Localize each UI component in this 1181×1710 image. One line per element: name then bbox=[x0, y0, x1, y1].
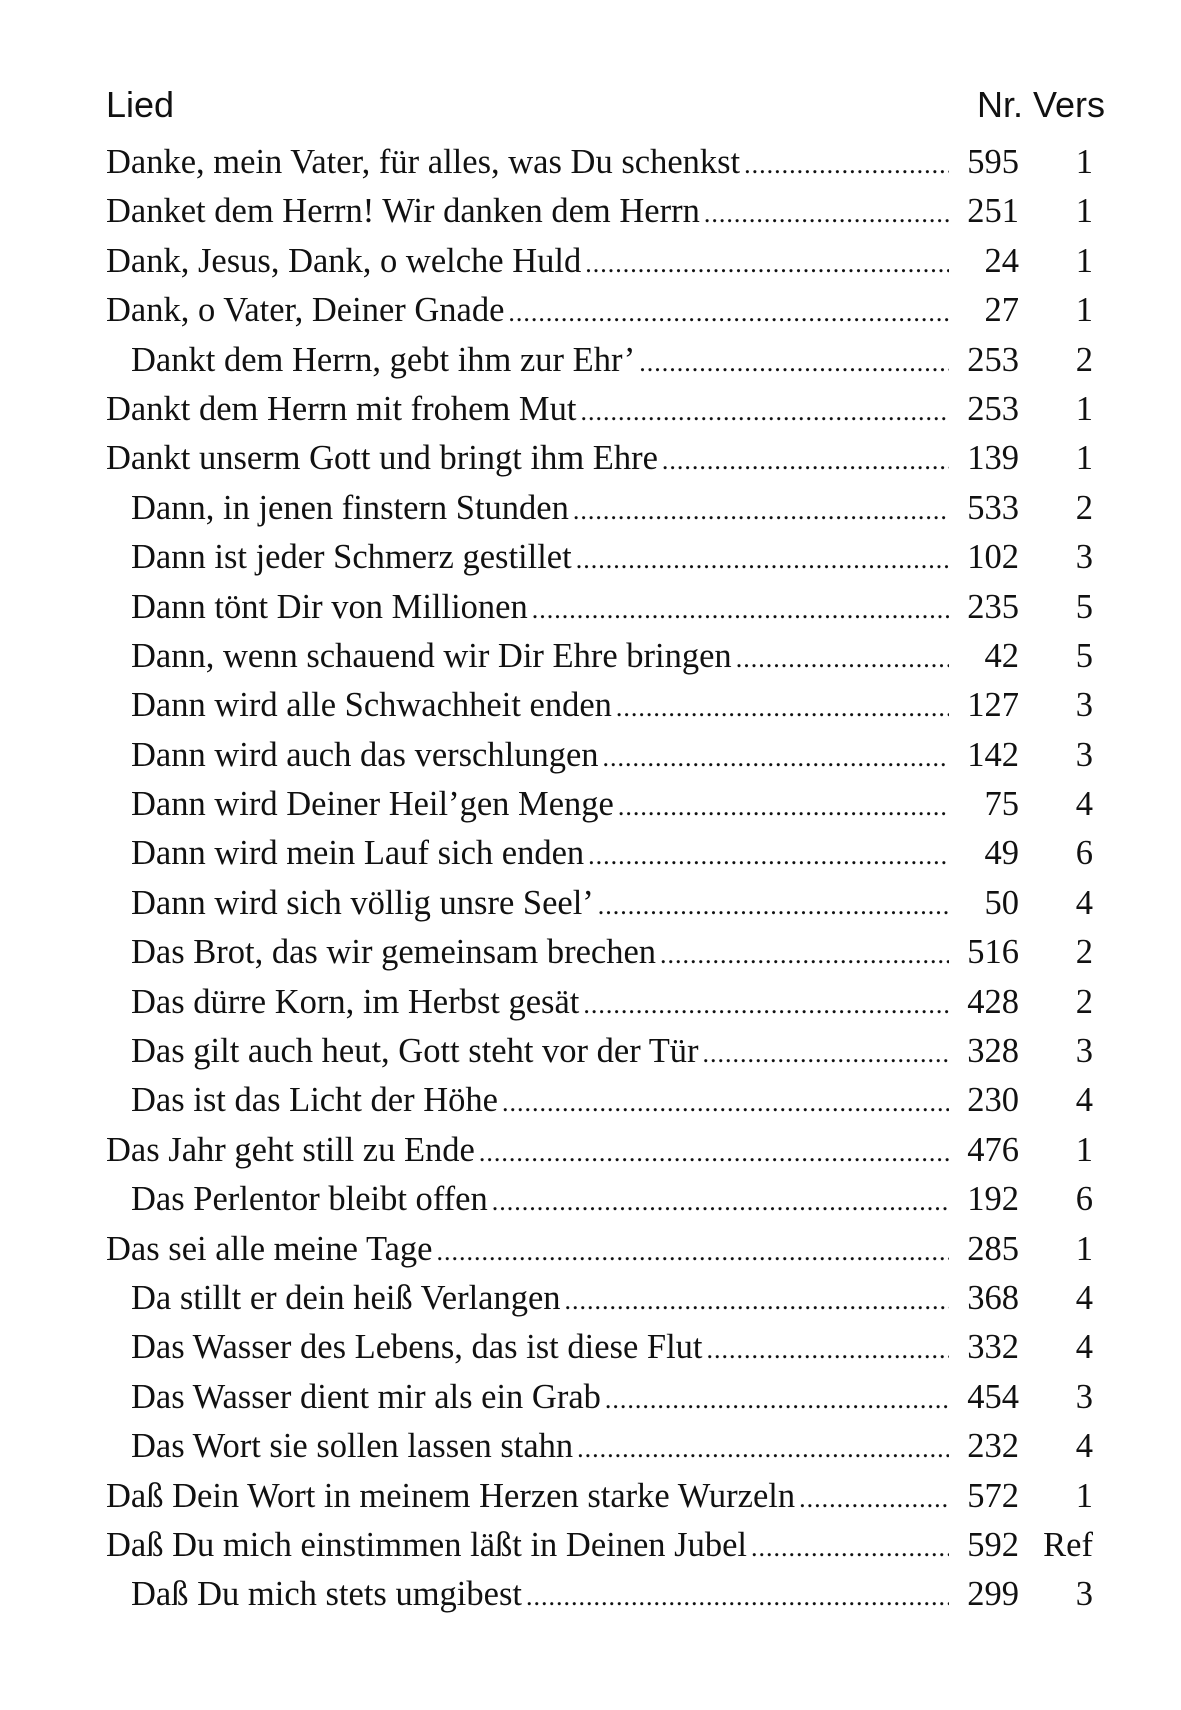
entry-verse: 2 bbox=[1075, 340, 1093, 379]
entry-title-line bbox=[131, 1180, 949, 1229]
dot-leader bbox=[588, 841, 949, 871]
entry-title-line bbox=[106, 242, 949, 291]
entry-verse: 2 bbox=[1075, 933, 1093, 972]
list-item bbox=[0, 1279, 1181, 1328]
entry-number: 49 bbox=[984, 834, 1019, 873]
entry-title-line bbox=[131, 588, 949, 637]
entry-verse: 3 bbox=[1075, 686, 1093, 725]
entry-title: Daß Du mich einstimmen läßt in Deinen Jubel bbox=[106, 1525, 747, 1564]
dot-leader bbox=[502, 1088, 949, 1118]
dot-leader bbox=[799, 1484, 949, 1514]
dot-leader bbox=[598, 891, 949, 921]
entry-verse: 4 bbox=[1075, 1081, 1093, 1120]
entry-verse: Ref bbox=[1043, 1525, 1093, 1564]
entry-number: 27 bbox=[984, 291, 1019, 330]
entry-title: Dann wird mein Lauf sich enden bbox=[131, 834, 585, 873]
entry-number: 368 bbox=[967, 1278, 1019, 1317]
list-item bbox=[0, 538, 1181, 587]
entry-verse: 3 bbox=[1075, 1032, 1093, 1071]
list-item bbox=[0, 1575, 1181, 1624]
entry-number: 127 bbox=[967, 686, 1019, 725]
entry-title-line bbox=[131, 1427, 949, 1476]
entry-verse: 1 bbox=[1075, 439, 1093, 478]
entry-verse: 1 bbox=[1075, 1476, 1093, 1515]
entry-title-line bbox=[131, 1575, 949, 1624]
entry-verse: 4 bbox=[1075, 785, 1093, 824]
entry-verse: 1 bbox=[1075, 192, 1093, 231]
entry-title: Dann wird sich völlig unsre Seel’ bbox=[131, 883, 594, 922]
entry-verse: 4 bbox=[1075, 1328, 1093, 1367]
entry-number: 328 bbox=[967, 1032, 1019, 1071]
entry-title-line bbox=[106, 1477, 949, 1526]
entry-verse: 1 bbox=[1075, 1130, 1093, 1169]
header-lied: Lied bbox=[106, 84, 175, 125]
list-item bbox=[0, 242, 1181, 291]
column-header bbox=[106, 84, 1105, 134]
entry-number: 192 bbox=[967, 1180, 1019, 1219]
entry-title: Da stillt er dein heiß Verlangen bbox=[131, 1278, 561, 1317]
entry-number: 454 bbox=[967, 1377, 1019, 1416]
list-item bbox=[0, 983, 1181, 1032]
dot-leader bbox=[703, 1039, 949, 1069]
entry-verse: 3 bbox=[1075, 1575, 1093, 1614]
entry-title-line bbox=[106, 439, 949, 488]
entry-title: Das gilt auch heut, Gott steht vor der Tür bbox=[131, 1032, 699, 1071]
entry-verse: 2 bbox=[1075, 982, 1093, 1021]
entry-verse: 3 bbox=[1075, 735, 1093, 774]
entry-verse: 1 bbox=[1075, 1229, 1093, 1268]
list-item bbox=[0, 1032, 1181, 1081]
dot-leader bbox=[744, 150, 949, 180]
entry-number: 253 bbox=[967, 340, 1019, 379]
dot-leader bbox=[616, 693, 949, 723]
entry-title-line bbox=[131, 686, 949, 735]
dot-leader bbox=[736, 644, 949, 674]
song-index-list bbox=[0, 143, 1181, 1625]
entry-verse: 1 bbox=[1075, 291, 1093, 330]
entry-title: Dankt unserm Gott und bringt ihm Ehre bbox=[106, 439, 658, 478]
entry-title-line bbox=[131, 489, 949, 538]
entry-title: Dank, Jesus, Dank, o welche Huld bbox=[106, 241, 582, 280]
entry-title-line bbox=[106, 1526, 949, 1575]
list-item bbox=[0, 736, 1181, 785]
entry-title-line bbox=[131, 834, 949, 883]
entry-title-line bbox=[131, 884, 949, 933]
entry-title-line bbox=[131, 341, 949, 390]
entry-title: Dann, wenn schauend wir Dir Ehre bringen bbox=[131, 636, 732, 675]
list-item bbox=[0, 291, 1181, 340]
entry-title: Dank, o Vater, Deiner Gnade bbox=[106, 291, 505, 330]
entry-title: Das Brot, das wir gemeinsam brechen bbox=[131, 933, 657, 972]
entry-title-line bbox=[131, 983, 949, 1032]
entry-title: Das Wasser dient mir als ein Grab bbox=[131, 1377, 601, 1416]
entry-title-line bbox=[131, 1032, 949, 1081]
list-item bbox=[0, 834, 1181, 883]
entry-number: 476 bbox=[967, 1130, 1019, 1169]
entry-number: 24 bbox=[984, 241, 1019, 280]
dot-leader bbox=[583, 990, 949, 1020]
entry-title: Dann tönt Dir von Millionen bbox=[131, 587, 528, 626]
list-item bbox=[0, 588, 1181, 637]
entry-title-line bbox=[131, 1378, 949, 1427]
entry-title: Danke, mein Vater, für alles, was Du schenkst bbox=[106, 143, 741, 181]
entry-title: Dann wird Deiner Heil’gen Menge bbox=[131, 785, 614, 824]
entry-number: 592 bbox=[967, 1525, 1019, 1564]
entry-verse: 4 bbox=[1075, 883, 1093, 922]
list-item bbox=[0, 390, 1181, 439]
entry-title: Daß Dein Wort in meinem Herzen starke Wurzeln bbox=[106, 1476, 796, 1515]
dot-leader bbox=[618, 792, 949, 822]
list-item bbox=[0, 637, 1181, 686]
entry-number: 75 bbox=[984, 785, 1019, 824]
entry-title: Daß Du mich stets umgibest bbox=[131, 1575, 522, 1614]
dot-leader bbox=[479, 1138, 949, 1168]
entry-title: Das sei alle meine Tage bbox=[106, 1229, 433, 1268]
entry-number: 299 bbox=[967, 1575, 1019, 1614]
entry-title-line bbox=[106, 1230, 949, 1279]
list-item bbox=[0, 439, 1181, 488]
dot-leader bbox=[580, 397, 949, 427]
dot-leader bbox=[492, 1187, 949, 1217]
list-item bbox=[0, 1477, 1181, 1526]
entry-title-line bbox=[131, 1328, 949, 1377]
entry-title: Das dürre Korn, im Herbst gesät bbox=[131, 982, 580, 1021]
dot-leader bbox=[704, 199, 949, 229]
entry-title: Dann ist jeder Schmerz gestillet bbox=[131, 538, 572, 577]
entry-number: 142 bbox=[967, 735, 1019, 774]
entry-title: Das Wort sie sollen lassen stahn bbox=[131, 1427, 574, 1466]
entry-title: Dann, in jenen finstern Stunden bbox=[131, 488, 569, 527]
list-item bbox=[0, 1328, 1181, 1377]
list-item bbox=[0, 1081, 1181, 1130]
entry-verse: 1 bbox=[1075, 389, 1093, 428]
entry-number: 285 bbox=[967, 1229, 1019, 1268]
entry-number: 139 bbox=[967, 439, 1019, 478]
entry-number: 42 bbox=[984, 636, 1019, 675]
header-nr-vers: Nr. Vers bbox=[976, 84, 1105, 125]
dot-leader bbox=[707, 1335, 950, 1365]
entry-title-line bbox=[106, 143, 949, 192]
entry-title-line bbox=[131, 637, 949, 686]
entry-verse: 3 bbox=[1075, 538, 1093, 577]
entry-verse: 6 bbox=[1075, 1180, 1093, 1219]
entry-number: 230 bbox=[967, 1081, 1019, 1120]
entry-verse: 6 bbox=[1075, 834, 1093, 873]
entry-title: Dankt dem Herrn mit frohem Mut bbox=[106, 389, 577, 428]
entry-title-line bbox=[131, 538, 949, 587]
entry-verse: 4 bbox=[1075, 1278, 1093, 1317]
list-item bbox=[0, 1378, 1181, 1427]
list-item bbox=[0, 1526, 1181, 1575]
dot-leader bbox=[573, 496, 949, 526]
dot-leader bbox=[603, 743, 949, 773]
entry-verse: 1 bbox=[1075, 241, 1093, 280]
entry-number: 332 bbox=[967, 1328, 1019, 1367]
entry-number: 235 bbox=[967, 587, 1019, 626]
dot-leader bbox=[605, 1385, 949, 1415]
dot-leader bbox=[532, 595, 949, 625]
list-item bbox=[0, 1180, 1181, 1229]
entry-title: Das ist das Licht der Höhe bbox=[131, 1081, 498, 1120]
entry-title-line bbox=[106, 1131, 949, 1180]
list-item bbox=[0, 192, 1181, 241]
dot-leader bbox=[585, 249, 949, 279]
list-item bbox=[0, 933, 1181, 982]
entry-title: Das Wasser des Lebens, das ist diese Flut bbox=[131, 1328, 703, 1367]
list-item bbox=[0, 686, 1181, 735]
entry-verse: 1 bbox=[1075, 143, 1093, 181]
dot-leader bbox=[508, 298, 949, 328]
list-item bbox=[0, 1131, 1181, 1180]
entry-title-line bbox=[131, 736, 949, 785]
entry-number: 572 bbox=[967, 1476, 1019, 1515]
entry-title-line bbox=[106, 192, 949, 241]
entry-verse: 3 bbox=[1075, 1377, 1093, 1416]
entry-verse: 5 bbox=[1075, 636, 1093, 675]
entry-verse: 5 bbox=[1075, 587, 1093, 626]
list-item bbox=[0, 785, 1181, 834]
entry-verse: 4 bbox=[1075, 1427, 1093, 1466]
entry-number: 533 bbox=[967, 488, 1019, 527]
list-item bbox=[0, 341, 1181, 390]
entry-title: Dann wird alle Schwachheit enden bbox=[131, 686, 612, 725]
dot-leader bbox=[526, 1582, 949, 1612]
dot-leader bbox=[751, 1533, 949, 1563]
entry-title: Danket dem Herrn! Wir danken dem Herrn bbox=[106, 192, 700, 231]
entry-number: 595 bbox=[967, 143, 1019, 181]
entry-title: Dankt dem Herrn, gebt ihm zur Ehr’ bbox=[131, 340, 636, 379]
entry-number: 516 bbox=[967, 933, 1019, 972]
entry-title-line bbox=[131, 933, 949, 982]
entry-title: Das Perlentor bleibt offen bbox=[131, 1180, 488, 1219]
entry-title-line bbox=[106, 390, 949, 439]
entry-number: 232 bbox=[967, 1427, 1019, 1466]
entry-title-line bbox=[131, 1081, 949, 1130]
entry-title: Dann wird auch das verschlungen bbox=[131, 735, 599, 774]
list-item bbox=[0, 1230, 1181, 1279]
list-item bbox=[0, 1427, 1181, 1476]
entry-number: 251 bbox=[967, 192, 1019, 231]
entry-title-line bbox=[131, 785, 949, 834]
entry-title-line bbox=[131, 1279, 949, 1328]
entry-number: 253 bbox=[967, 389, 1019, 428]
dot-leader bbox=[660, 940, 949, 970]
dot-leader bbox=[437, 1237, 950, 1267]
dot-leader bbox=[639, 348, 949, 378]
entry-verse: 2 bbox=[1075, 488, 1093, 527]
list-item bbox=[0, 143, 1181, 192]
entry-number: 50 bbox=[984, 883, 1019, 922]
entry-title-line bbox=[106, 291, 949, 340]
dot-leader bbox=[576, 545, 949, 575]
entry-title: Das Jahr geht still zu Ende bbox=[106, 1130, 475, 1169]
entry-number: 428 bbox=[967, 982, 1019, 1021]
dot-leader bbox=[565, 1286, 949, 1316]
dot-leader bbox=[662, 446, 949, 476]
dot-leader bbox=[577, 1434, 949, 1464]
list-item bbox=[0, 489, 1181, 538]
entry-number: 102 bbox=[967, 538, 1019, 577]
list-item bbox=[0, 884, 1181, 933]
